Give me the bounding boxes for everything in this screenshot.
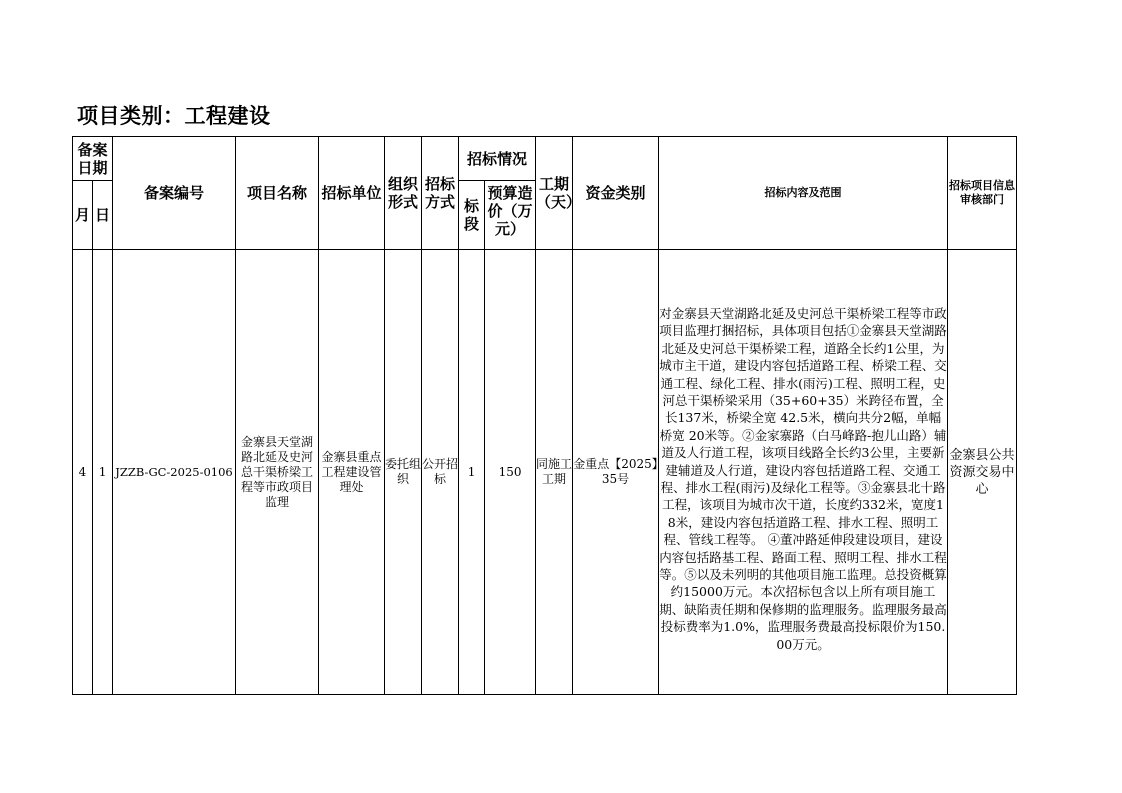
row-duration: 同施工工期 [536, 250, 573, 695]
header-project-name: 项目名称 [236, 137, 319, 250]
page-title: 项目类别：工程建设 [77, 104, 271, 128]
header-tender-status: 招标情况 [459, 137, 536, 181]
header-duration: 工期（天） [536, 137, 573, 250]
header-budget: 预算造价（万元） [487, 184, 533, 238]
header-fund-type: 资金类别 [573, 137, 659, 250]
header-month: 月 [73, 181, 93, 250]
row-filing-no: JZZB-GC-2025-0106 [113, 250, 236, 695]
header-tender-method: 招标方式 [422, 137, 459, 250]
header-lot: 标段 [459, 181, 485, 250]
header-tender-unit: 招标单位 [319, 137, 385, 250]
tender-table [72, 136, 1017, 695]
row-scope-cell [659, 250, 948, 695]
row-budget: 150 [485, 250, 536, 695]
row-fund-type: 金重点【2025】35号 [573, 250, 659, 695]
row-tender-method: 公开招标 [422, 250, 459, 695]
row-scope: 对金寨县天堂湖路北延及史河总干渠桥梁工程等市政项目监理打捆招标，具体项目包括①金寨县天堂湖路北延及史河总干渠桥梁工程，道路全长约1公里，为城市主干道，建设内容包括道路工程、桥梁工程、交通工程、绿化工程、排水(雨污)工程、照明工程，史河总干渠桥梁采用（35+60+35）米跨径布置，全长137米，桥梁全宽 42.5米，横向共分2幅，单幅桥宽 20米等。②金家寨路（白马峰路-抱儿山路）辅道及人行道工程，该项目线路全长约3公里，主要新建辅道及人行道，建设内容包括道路工程、交通工程、排水工程(雨污)及绿化工程等。③金寨县北十路工程，该项目为城市次干道，长度约332米，宽度18米，建设内容包括道路工程、排水工程、照明工程、管线工程等。 ④董冲路延伸段建设项目，建设内容包括路基工程、路面工程、照明工程、排水工程等。⑤以及未列明的其他项目施工监理。总投资概算约15000万元。本次招标包含以上所有项目施工期、缺陷责任期和保修期的监理服务。监理服务最高投标费率为1.0%，监理服务费最高投标限价为150.00万元。 [659, 305, 947, 652]
header-day: 日 [93, 181, 113, 250]
row-org-form: 委托组织 [385, 250, 422, 695]
row-day: 1 [93, 250, 113, 695]
header-filing-date: 备案日期 [73, 137, 113, 181]
header-scope: 招标内容及范围 [659, 137, 948, 250]
header-org-form: 组织形式 [385, 137, 422, 250]
header-row-1 [73, 137, 1017, 181]
row-lot: 1 [459, 250, 485, 695]
row-tender-unit: 金寨县重点工程建设管理处 [319, 250, 385, 695]
row-month: 4 [73, 250, 93, 695]
row-review-dept: 金寨县公共资源交易中心 [948, 250, 1017, 695]
header-budget-cell [485, 181, 536, 250]
row-project-name: 金寨县天堂湖路北延及史河总干渠桥梁工程等市政项目监理 [236, 250, 319, 695]
header-review-dept: 招标项目信息审核部门 [948, 137, 1017, 250]
header-filing-no: 备案编号 [113, 137, 236, 250]
table-row [73, 250, 1017, 695]
